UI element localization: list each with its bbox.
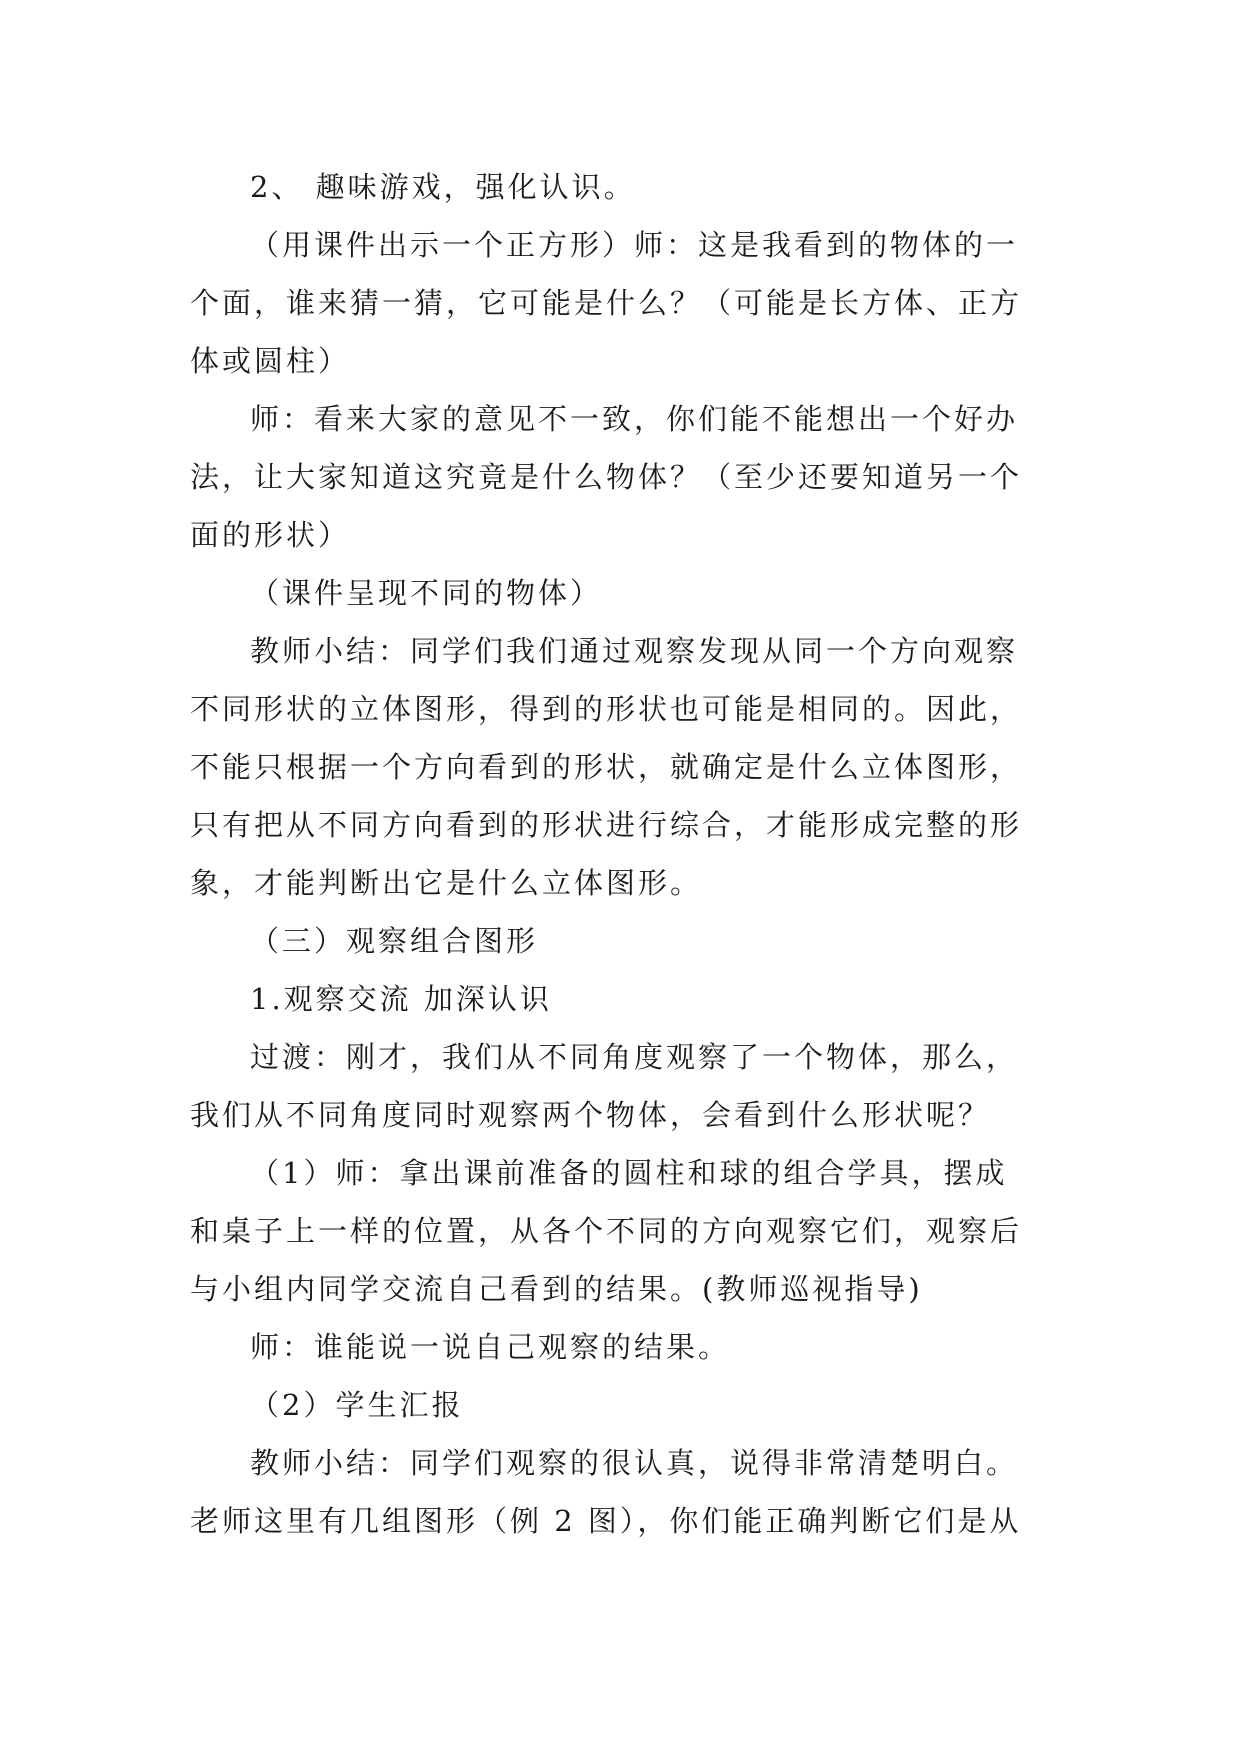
text-line: 老师这里有几组图形（例 2 图），你们能正确判断它们是从	[190, 1504, 1022, 1538]
text-line: 体或圆柱）	[190, 344, 351, 378]
section-heading: （三）观察组合图形	[250, 924, 539, 958]
text-line: （用课件出示一个正方形）师：这是我看到的物体的一	[250, 228, 1019, 262]
text-line: 师：谁能说一说自己观察的结果。	[250, 1330, 731, 1364]
text-line: 2、 趣味游戏，强化认识。	[250, 170, 636, 204]
document-body	[0, 158, 1241, 1550]
text-line: 不同形状的立体图形，得到的形状也可能是相同的。因此，	[190, 692, 1023, 726]
text-line: 教师小结：同学们我们通过观察发现从同一个方向观察	[250, 634, 1019, 668]
text-line: 教师小结：同学们观察的很认真，说得非常清楚明白。	[250, 1446, 1019, 1480]
text-line: （课件呈现不同的物体）	[250, 576, 603, 610]
text-line: 只有把从不同方向看到的形状进行综合，才能形成完整的形	[190, 808, 1023, 842]
text-line: 过渡：刚才，我们从不同角度观察了一个物体，那么，	[250, 1040, 1019, 1074]
subsection-heading: 1.观察交流 加深认识	[250, 982, 552, 1016]
text-line: 我们从不同角度同时观察两个物体，会看到什么形状呢？	[190, 1098, 991, 1132]
text-line: 和桌子上一样的位置，从各个不同的方向观察它们，观察后	[190, 1214, 1023, 1248]
text-line: 师：看来大家的意见不一致，你们能不能想出一个好办	[250, 402, 1019, 436]
text-line: 象，才能判断出它是什么立体图形。	[190, 866, 703, 900]
text-line: （1）师：拿出课前准备的圆柱和球的组合学具，摆成	[250, 1156, 1008, 1190]
text-line: 与小组内同学交流自己看到的结果。(教师巡视指导)	[190, 1272, 923, 1306]
text-line: （2）学生汇报	[250, 1388, 464, 1422]
text-line: 不能只根据一个方向看到的形状，就确定是什么立体图形，	[190, 750, 1023, 784]
text-line: 面的形状）	[190, 518, 351, 552]
text-line: 法，让大家知道这究竟是什么物体？（至少还要知道另一个	[190, 460, 1023, 494]
text-line: 个面，谁来猜一猜，它可能是什么？（可能是长方体、正方	[190, 286, 1023, 320]
